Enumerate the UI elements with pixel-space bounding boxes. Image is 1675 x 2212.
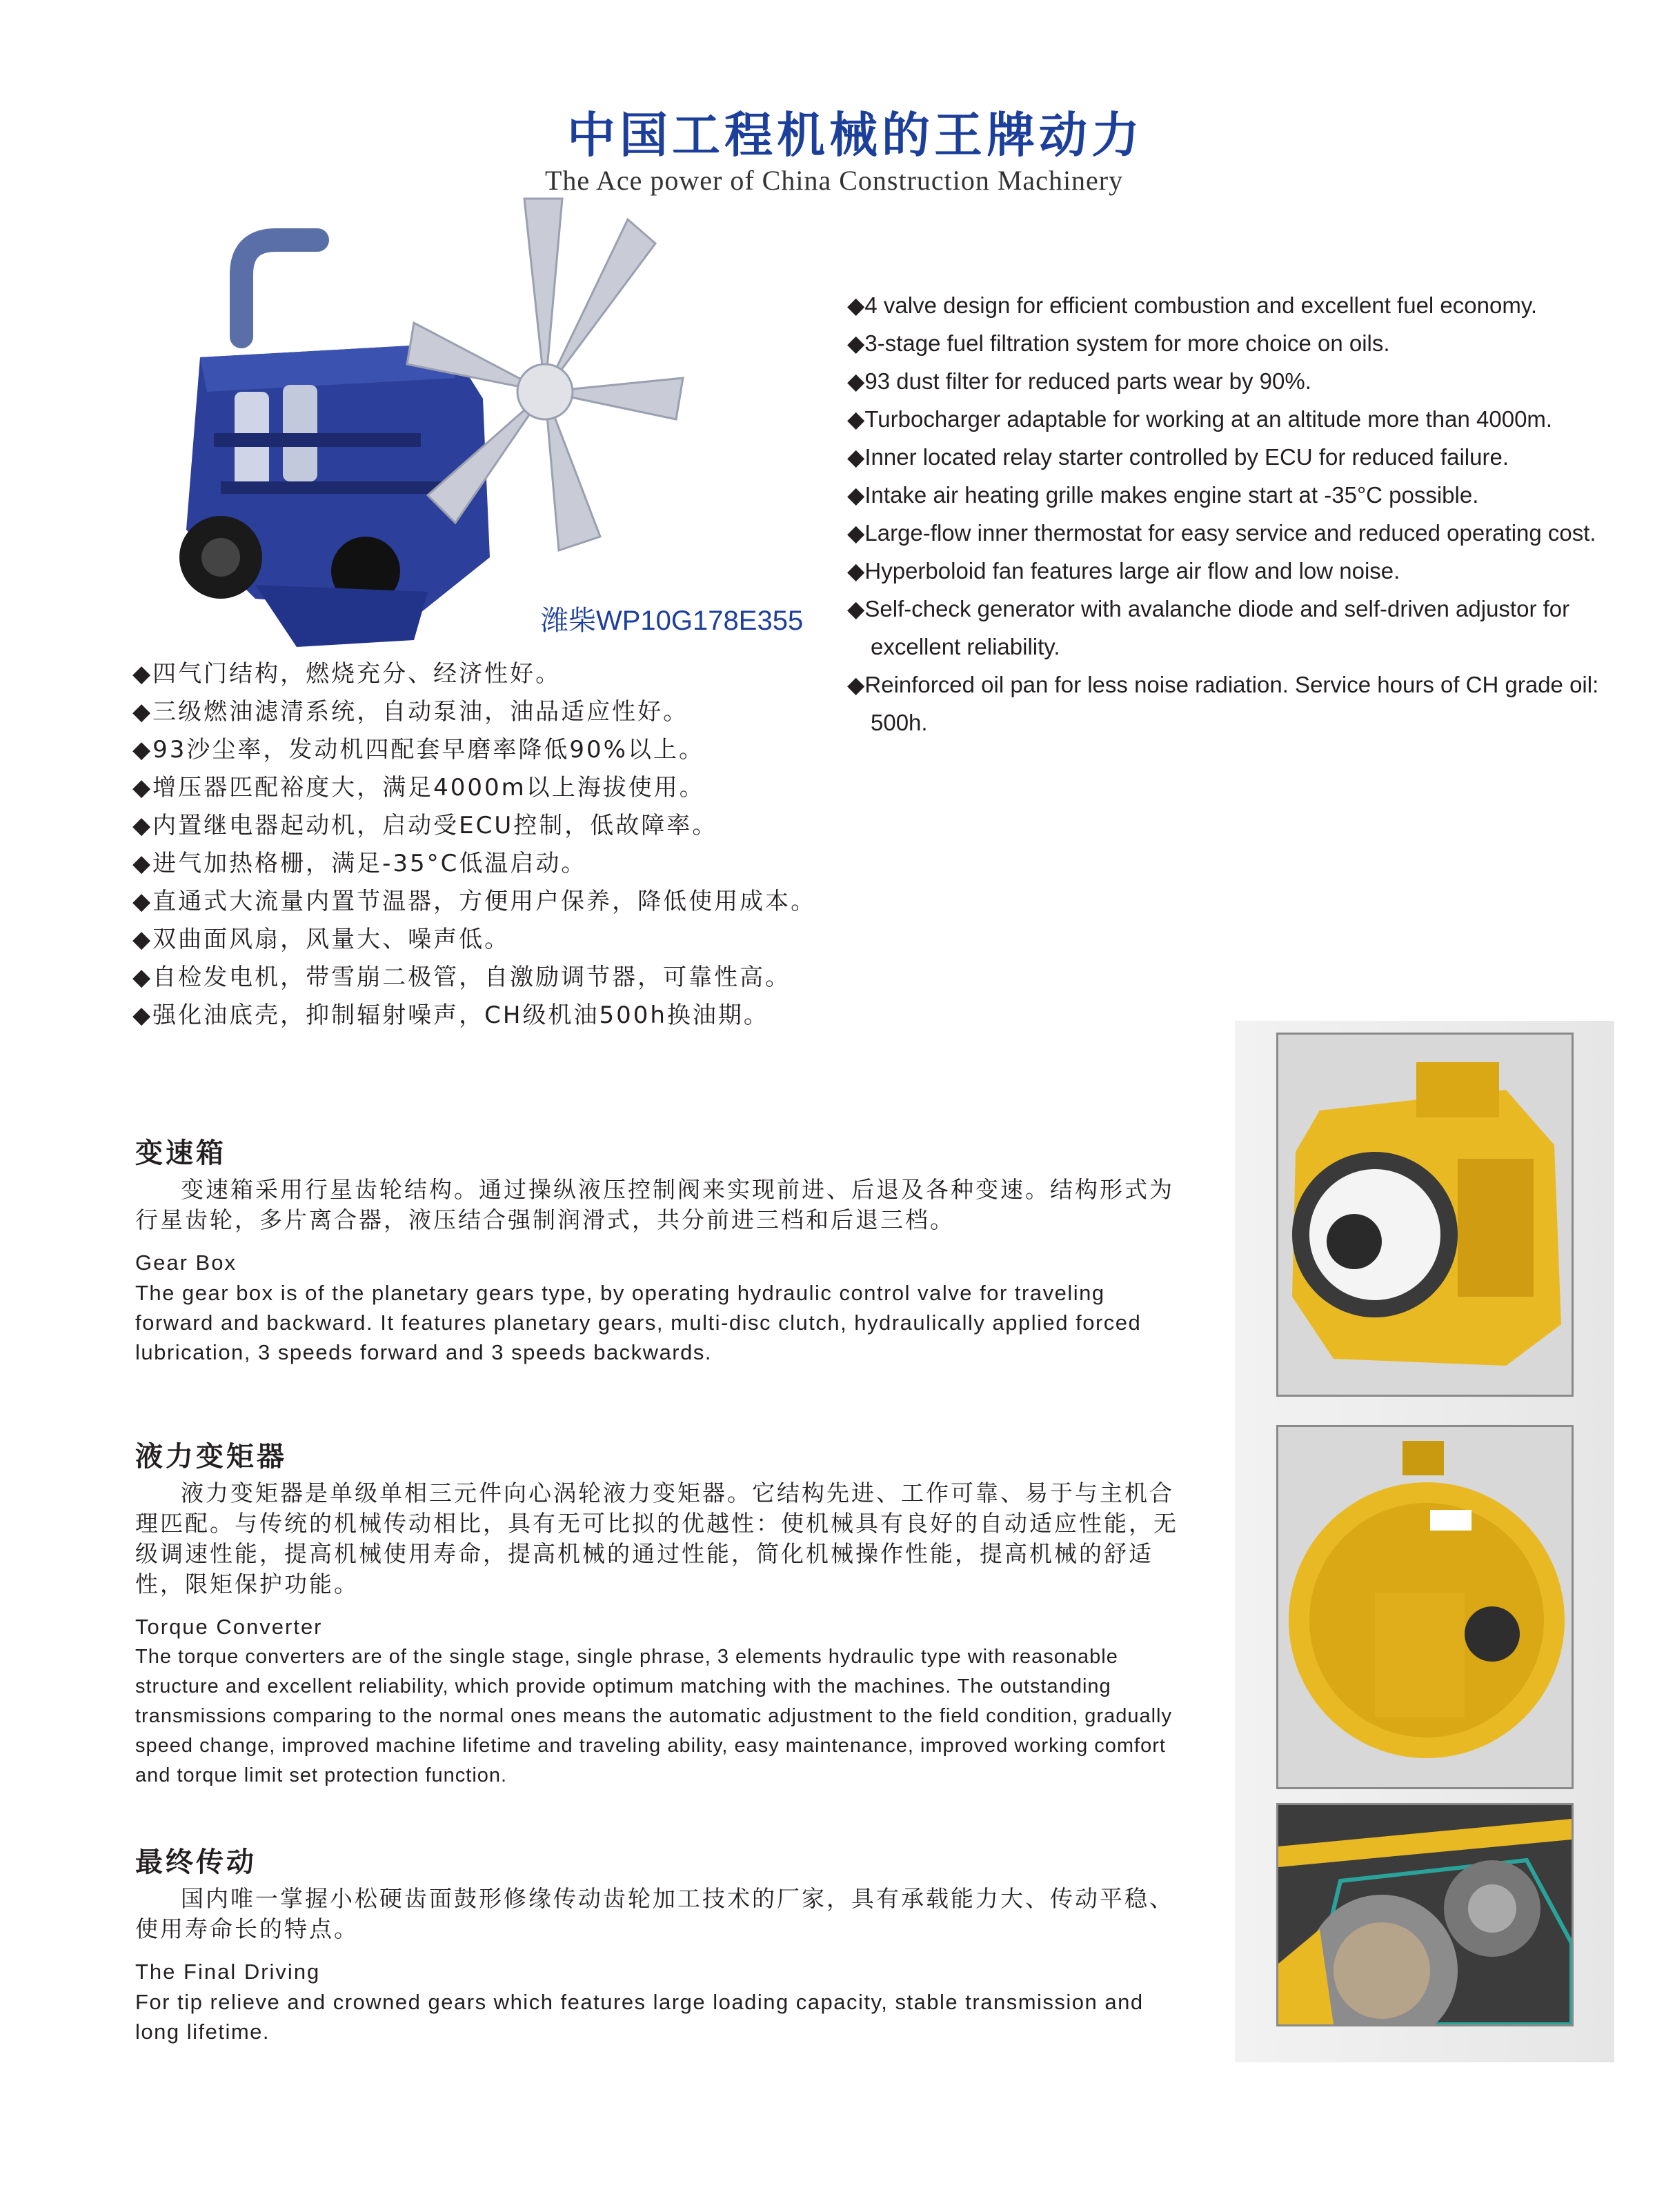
section-title-en: Gear Box [135,1251,237,1275]
section-text-cn: 变速箱采用行星齿轮结构。通过操纵液压控制阀来实现前进、后退及各种变速。结构形式为行星齿轮，多片离合器，液压结合强制润滑式，共分前进三档和后退三档。 [135,1176,1174,1233]
list-item: ◆Intake air heating grille makes engine start at -35°C possible. [847,482,1479,508]
list-item: ◆双曲面风扇，风量大、噪声低。 [132,926,511,953]
section-text-cn: 液力变矩器是单级单相三元件向心涡轮液力变矩器。它结构先进、工作可靠、易于与主机合理匹配。与传统的机械传动相比，具有无可比拟的优越性：使机械具有良好的自动适应性能，无级调速性能，提高机械使用寿命，提高机械的通过性能，简化机械操作性能，提高机械的舒适性，限矩保护功能。 [135,1479,1178,1597]
section-title-cn: 最终传动 [135,1846,257,1878]
section-title-en: Torque Converter [135,1615,323,1639]
list-item: ◆直通式大流量内置节温器，方便用户保养，降低使用成本。 [132,888,817,915]
list-item: ◆Large-flow inner thermostat for easy service and reduced operating cost. [847,520,1596,546]
list-item: ◆Self-check generator with avalanche diode and self-driven adjustor for excellent reliability. [847,596,1570,659]
list-item: ◆自检发电机，带雪崩二极管，自激励调节器，可靠性高。 [132,964,791,991]
list-item: ◆Hyperboloid fan features large air flow and low noise. [847,558,1400,584]
list-item: ◆四气门结构，燃烧充分、经济性好。 [132,660,562,688]
list-item: ◆93沙尘率，发动机四配套早磨率降低90%以上。 [132,736,704,764]
section-title-cn: 变速箱 [135,1137,226,1169]
final-drive-photo [1276,1803,1574,2026]
section-final-driving [135,1840,1198,2046]
section-text-en: The torque converters are of the single stage, single phrase, 3 elements hydraulic type with reasonable structure and excellent reliability, which provide optimum matching with the machines. The outstanding transmissions comparing to the normal ones means the automatic adjustment to the field condition, gradually speed change, improved machine lifetime and traveling ability, easy maintenance, improved working comfort and torque limit set protection function. [135,1646,1172,1786]
final-drive-illustration [1278,1805,1572,2024]
section-torque-converter [135,1435,1198,1791]
list-item: ◆内置继电器起动机，启动受ECU控制，低故障率。 [132,812,718,839]
page-title-cn: 中国工程机械的王牌动力 [567,107,1144,163]
torque-converter-photo [1276,1425,1574,1789]
gearbox-photo [1276,1033,1574,1397]
engine-illustration [159,171,704,654]
list-item: ◆3-stage fuel filtration system for more choice on oils. [847,330,1390,356]
list-item: ◆强化油底壳，抑制辐射噪声，CH级机油500h换油期。 [132,1002,769,1029]
list-item: ◆三级燃油滤清系统，自动泵油，油品适应性好。 [132,698,689,726]
engine-image [159,171,704,654]
features-list-en [847,286,1627,741]
engine-model-caption: 潍柴WP10G178E355 [541,606,804,636]
list-item: ◆进气加热格栅，满足-35°C低温启动。 [132,850,587,877]
section-text-en: For tip relieve and crowned gears which features large loading capacity, stable transmission and long lifetime. [135,1990,1144,2044]
page-title-en: The Ace power of China Construction Machinery [545,165,1124,196]
section-gearbox [135,1131,1198,1367]
list-item: ◆93 dust filter for reduced parts wear by 90%. [847,368,1311,394]
list-item: ◆Inner located relay starter controlled by ECU for reduced failure. [847,444,1509,470]
torque-converter-illustration [1278,1427,1572,1787]
section-title-cn: 液力变矩器 [135,1441,287,1473]
section-text-cn: 国内唯一掌握小松硬齿面鼓形修缘传动齿轮加工技术的厂家，具有承载能力大、传动平稳、使用寿命长的特点。 [135,1885,1174,1942]
list-item: ◆4 valve design for efficient combustion and excellent fuel economy. [847,292,1538,318]
section-text-en: The gear box is of the planetary gears type, by operating hydraulic control valve for traveling forward and backward. It features planetary gears, multi-disc clutch, hydraulically applied forced lubrication, 3 speeds forward and 3 speeds backwards. [135,1281,1142,1364]
list-item: ◆增压器匹配裕度大，满足4000m以上海拔使用。 [132,774,705,801]
features-list-cn [132,655,891,1035]
list-item: ◆Turbocharger adaptable for working at an altitude more than 4000m. [847,406,1553,432]
gearbox-illustration [1278,1035,1572,1395]
list-item: ◆Reinforced oil pan for less noise radiation. Service hours of CH grade oil: 500h. [847,672,1599,735]
section-title-en: The Final Driving [135,1960,321,1984]
